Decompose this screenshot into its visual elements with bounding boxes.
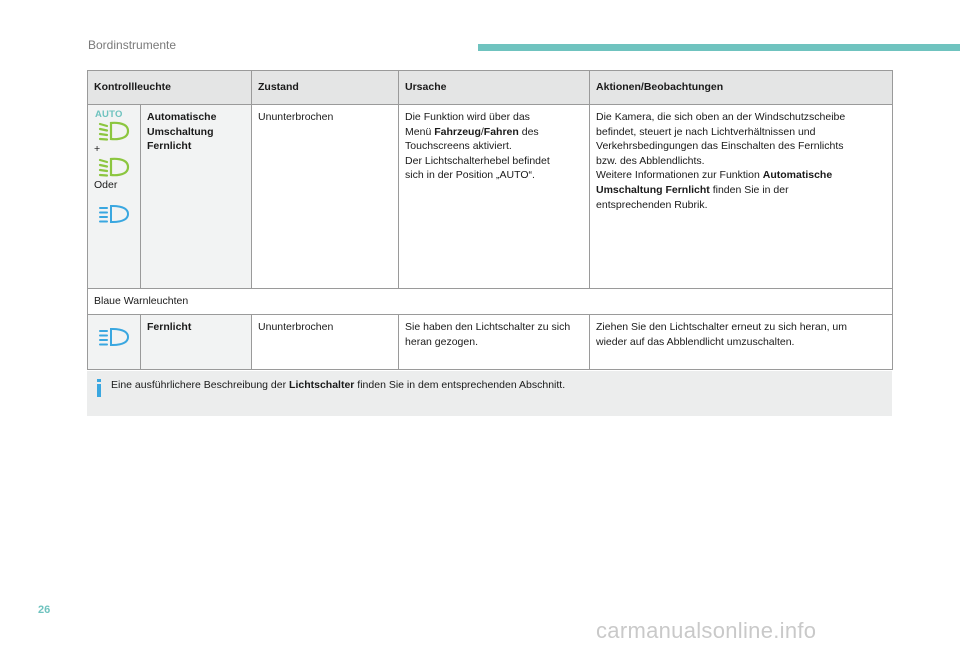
section-row [88,289,893,315]
aktionen-cell [590,105,893,289]
zustand-cell: Ununterbrochen [252,105,399,289]
ursache-line: Touchscreens aktiviert. [405,140,512,153]
table-row-fernlicht [88,315,893,370]
column-header-zustand: Zustand [252,71,399,105]
aktionen-line [596,168,886,183]
text-span: Weitere Informationen zur Funktion [596,169,763,182]
menu-fahrzeug: Fahrzeug [434,125,481,138]
auto-label: AUTO [95,109,123,120]
ursache-line: Sie haben den Lichtschalter zu sich [405,321,571,333]
plus-sign: + [94,143,101,155]
text-span: finden Sie in der [709,183,789,196]
high-beam-icon [97,327,131,347]
text-span: Menü [405,125,435,138]
aktionen-line [596,183,886,198]
page-number: 26 [38,604,51,616]
watermark: carmanualsonline.info [596,618,817,643]
indicator-icons-cell [88,315,141,370]
ursache-line: sich in der Position „AUTO“. [405,169,535,182]
low-beam-icon [97,156,131,178]
ursache-cell [399,105,590,289]
text-span: des [518,125,539,138]
oder-label: Oder [94,179,118,191]
aktionen-line: Ziehen Sie den Lichtschalter erneut zu sich heran, um [596,321,847,333]
info-icon [94,379,104,397]
aktionen-cell [590,315,893,370]
column-header-aktionen: Aktionen/Beobachtungen [590,71,893,105]
table-header-row [88,71,893,105]
aktionen-line: Die Kamera, die sich oben an der Windschutzscheibe [596,111,846,123]
low-beam-auto-icon [97,120,131,142]
aktionen-line: wieder auf das Abblendlicht umzuschalten. [596,335,795,348]
section-title: Bordinstrumente [88,38,177,52]
aktionen-line: Verkehrsbedingungen das Einschalten des Fernlichts [596,140,844,153]
ursache-line [405,125,583,140]
zustand-cell: Ununterbrochen [252,315,399,370]
header-accent-bar [478,44,960,51]
indicator-name-cell: Fernlicht [141,315,252,370]
info-note-text [111,379,565,391]
indicator-name-cell [141,105,252,289]
info-note [87,371,892,416]
ursache-line: Der Lichtschalterhebel befindet [405,154,550,167]
section-label-blaue-warnleuchten: Blaue Warnleuchten [88,289,893,315]
menu-fahren: Fahren [483,125,519,138]
bold-text: Lichtschalter [289,379,355,391]
warning-lights-table [87,70,893,370]
ursache-line: Die Funktion wird über das [405,111,530,123]
high-beam-icon [97,204,131,224]
column-header-ursache: Ursache [399,71,590,105]
ursache-line: heran gezogen. [405,335,478,348]
indicator-icons-cell [88,105,141,289]
indicator-name-line: Automatische [147,111,217,123]
text-span: / [480,125,484,138]
column-header-kontrollleuchte: Kontrollleuchte [88,71,252,105]
text-span: Eine ausführlichere Beschreibung der [111,379,290,391]
text-span: finden Sie in dem entsprechenden Abschnitt. [354,379,566,391]
aktionen-line: befindet, steuert je nach Lichtverhältnissen und [596,125,816,138]
indicator-name-line: Umschaltung [147,125,214,138]
table-row-auto-high-beam [88,105,893,289]
aktionen-line: entsprechenden Rubrik. [596,198,708,211]
bold-text: Umschaltung Fernlicht [596,183,710,196]
bold-text: Automatische [762,169,833,182]
aktionen-line: bzw. des Abblendlichts. [596,154,705,167]
ursache-cell [399,315,590,370]
indicator-name-line: Fernlicht [147,140,192,153]
